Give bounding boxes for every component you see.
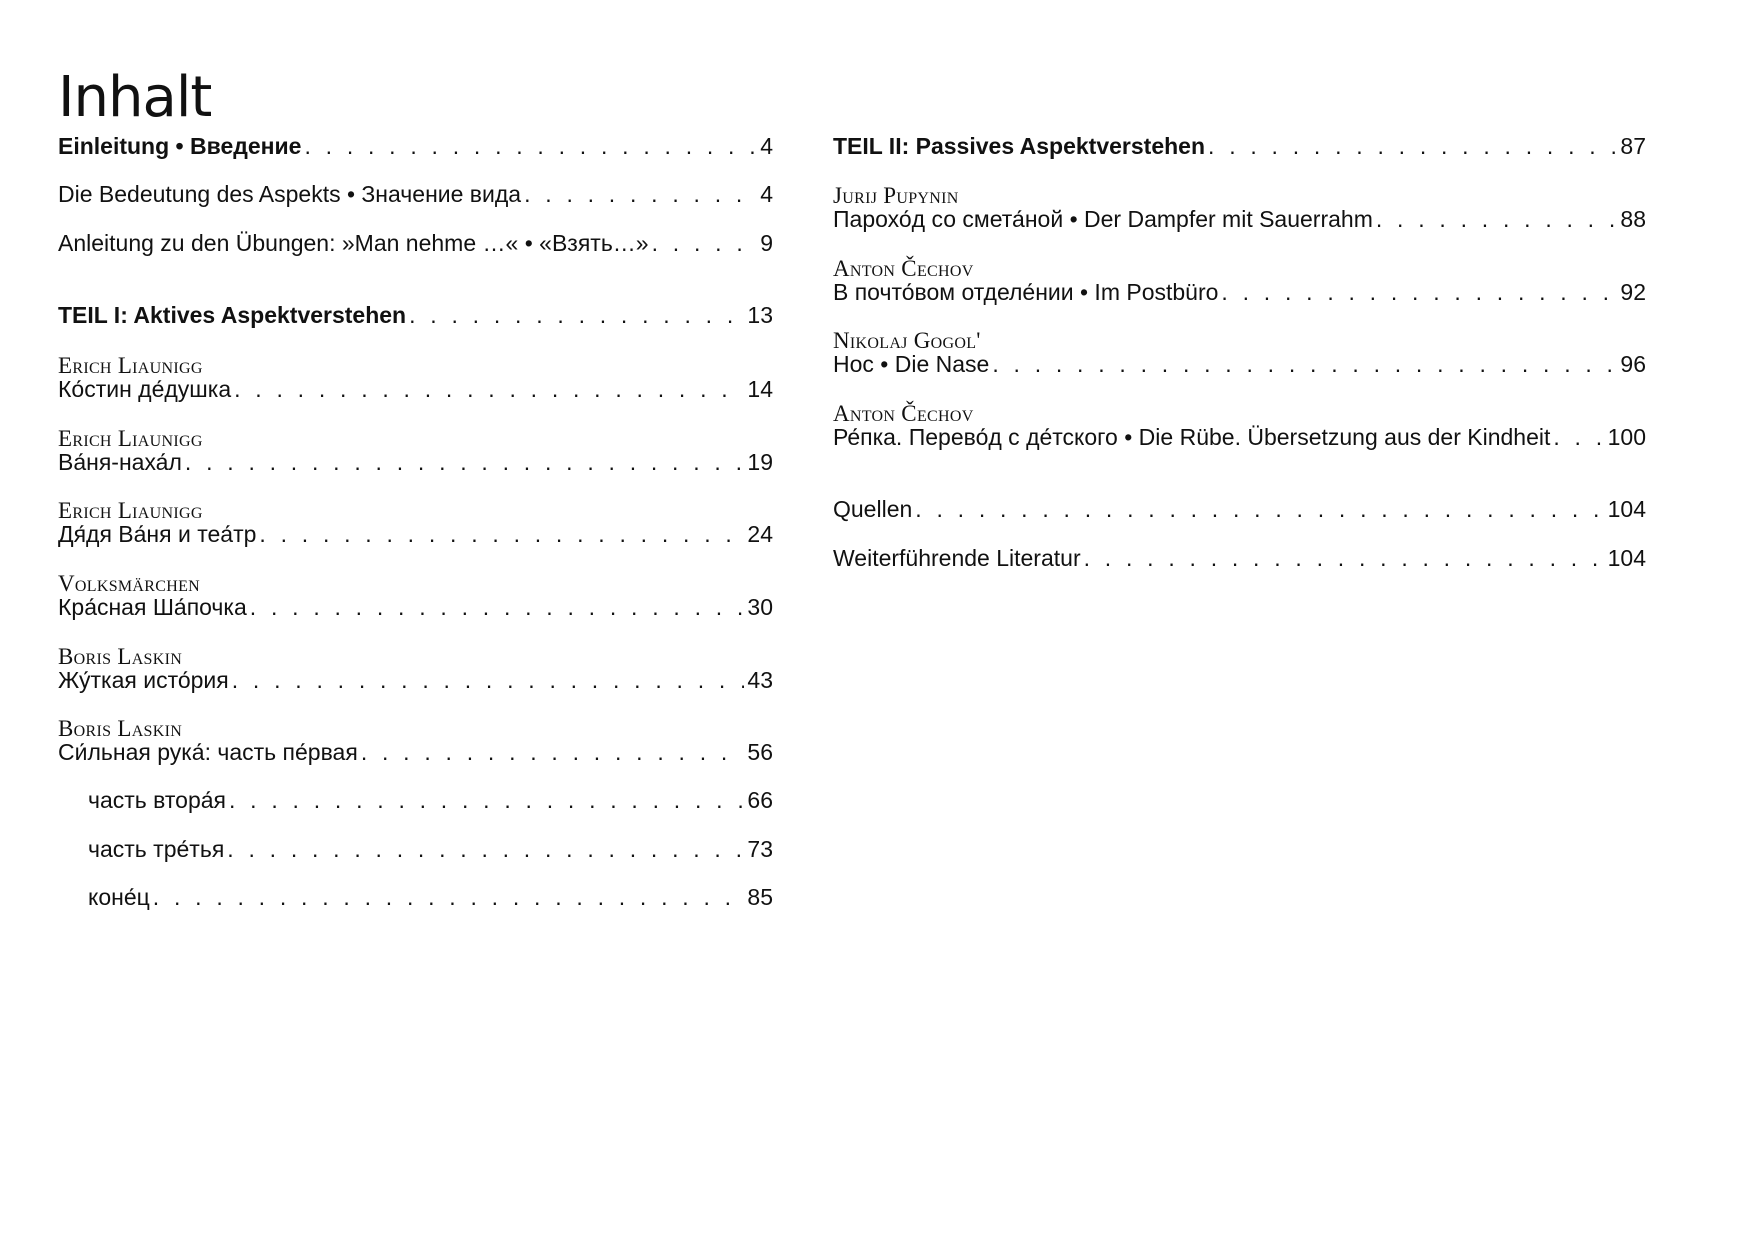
- dot-leader: [915, 498, 1604, 521]
- story-author: Nikolaj Gogol': [833, 328, 981, 353]
- entry-page-number: 9: [760, 230, 773, 256]
- entry-page-number: 43: [747, 667, 773, 693]
- toc-entry-story[interactable]: [58, 741, 773, 764]
- dot-leader: [1553, 426, 1604, 449]
- toc-entry-story[interactable]: [833, 281, 1646, 304]
- entry-page-number: 56: [747, 739, 773, 765]
- entry-page-number: 73: [747, 836, 773, 862]
- entry-page-number: 96: [1620, 351, 1646, 377]
- dot-leader: [524, 183, 757, 206]
- story-author: Anton Čechov: [833, 401, 974, 426]
- entry-label: часть тре́тья: [88, 836, 225, 862]
- entry-page-number: 4: [760, 133, 773, 159]
- entry-label: TEIL I: Aktives Aspektverstehen: [58, 302, 407, 328]
- toc-entry-part-two[interactable]: [833, 135, 1646, 158]
- entry-page-number: 87: [1620, 133, 1646, 159]
- entry-label: часть втора́я: [88, 787, 226, 813]
- entry-label: Ре́пка. Перево́д с де́тского • Die Rübe. Übersetzung aus der Kindheit: [833, 424, 1551, 450]
- toc-entry-story[interactable]: [833, 426, 1646, 449]
- dot-leader: [652, 232, 758, 255]
- toc-entry-aspect-meaning[interactable]: [58, 183, 773, 206]
- entry-page-number: 85: [747, 884, 773, 910]
- story-author: Boris Laskin: [58, 644, 183, 669]
- entry-page-number: 66: [747, 787, 773, 813]
- dot-leader: [1221, 281, 1617, 304]
- entry-page-number: 13: [747, 302, 773, 328]
- dot-leader: [229, 789, 744, 812]
- toc-entry-introduction[interactable]: [58, 135, 773, 158]
- entry-label: Жу́ткая исто́рия: [58, 667, 229, 693]
- entry-label: Quellen: [833, 496, 913, 522]
- toc-entry-story[interactable]: [833, 353, 1646, 376]
- entry-page-number: 19: [747, 449, 773, 475]
- toc-entry-story[interactable]: [58, 669, 773, 692]
- entry-page-number: 88: [1620, 206, 1646, 232]
- dot-leader: [185, 451, 745, 474]
- dot-leader: [153, 886, 745, 909]
- dot-leader: [1084, 547, 1605, 570]
- toc-entry-exercise-instructions[interactable]: [58, 232, 773, 255]
- dot-leader: [259, 523, 744, 546]
- dot-leader: [234, 378, 744, 401]
- entry-label: Нос • Die Nase: [833, 351, 990, 377]
- toc-entry-story[interactable]: [58, 596, 773, 619]
- entry-page-number: 92: [1620, 279, 1646, 305]
- dot-leader: [361, 741, 745, 764]
- dot-leader: [992, 353, 1617, 376]
- dot-leader: [227, 838, 744, 861]
- story-author: Anton Čechov: [833, 256, 974, 281]
- entry-label: Einleitung • Введение: [58, 133, 302, 159]
- entry-label: Ва́ня-наха́л: [58, 449, 182, 475]
- dot-leader: [1208, 135, 1617, 158]
- toc-entry-subpart[interactable]: [88, 886, 773, 909]
- entry-label: В почто́вом отделе́нии • Im Postbüro: [833, 279, 1219, 305]
- entry-label: Die Bedeutung des Aspekts • Значение вида: [58, 181, 522, 207]
- entry-page-number: 100: [1607, 424, 1646, 450]
- entry-label: Парохо́д со смета́ной • Der Dampfer mit Sauerrahm: [833, 206, 1373, 232]
- entry-label: Ко́стин де́душка: [58, 376, 232, 402]
- page-title: Inhalt: [58, 65, 212, 130]
- entry-label: Anleitung zu den Übungen: »Man nehme …« • «Взять…»: [58, 230, 649, 256]
- toc-entry-story[interactable]: [58, 451, 773, 474]
- story-author: Jurij Pupynin: [833, 183, 959, 208]
- dot-leader: [304, 135, 757, 158]
- toc-entry-subpart[interactable]: [88, 838, 773, 861]
- story-author: Boris Laskin: [58, 716, 183, 741]
- story-author: Erich Liaunigg: [58, 498, 203, 523]
- toc-entry-story[interactable]: [58, 523, 773, 546]
- entry-label: Кра́сная Ша́почка: [58, 594, 247, 620]
- dot-leader: [409, 304, 744, 327]
- entry-label: Дя́дя Ва́ня и теа́тр: [58, 521, 257, 547]
- toc-entry-story[interactable]: [58, 378, 773, 401]
- entry-label: Weiterführende Literatur: [833, 545, 1081, 571]
- entry-page-number: 14: [747, 376, 773, 402]
- story-author: Erich Liaunigg: [58, 353, 203, 378]
- entry-label: коне́ц: [88, 884, 150, 910]
- entry-label: TEIL II: Passives Aspektverstehen: [833, 133, 1206, 159]
- entry-page-number: 104: [1607, 496, 1646, 522]
- toc-entry-part-one[interactable]: [58, 304, 773, 327]
- story-author: Erich Liaunigg: [58, 426, 203, 451]
- toc-entry-sources[interactable]: [833, 498, 1646, 521]
- entry-page-number: 104: [1607, 545, 1646, 571]
- dot-leader: [250, 596, 745, 619]
- entry-page-number: 30: [747, 594, 773, 620]
- dot-leader: [1376, 208, 1618, 231]
- entry-page-number: 24: [747, 521, 773, 547]
- entry-page-number: 4: [760, 181, 773, 207]
- toc-entry-subpart[interactable]: [88, 789, 773, 812]
- entry-label: Си́льная рука́: часть пе́рвая: [58, 739, 358, 765]
- dot-leader: [232, 669, 745, 692]
- toc-entry-further-reading[interactable]: [833, 547, 1646, 570]
- story-author: Volksmärchen: [58, 571, 200, 596]
- toc-entry-story[interactable]: [833, 208, 1646, 231]
